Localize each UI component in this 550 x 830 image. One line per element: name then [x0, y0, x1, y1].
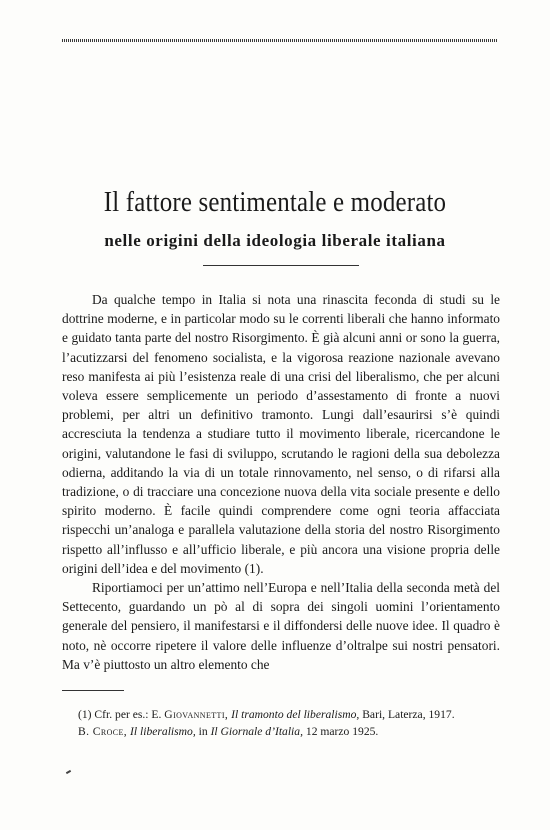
footnote-2-author: B. Croce,	[78, 725, 128, 738]
footnote-1-work: Il tramonto del liberalismo,	[231, 708, 360, 721]
ink-speck	[66, 770, 71, 774]
footnote-1-rest: Bari, Laterza, 1917.	[362, 708, 455, 721]
paragraph-2: Riportiamoci per un’attimo nell’Europa e nell’Italia della seconda metà del Settecento, guardando un pò al di sopra dei singoli uomini l’orientamento generale del pensiero, il manifestarsi e il diffondersi delle nuove idee. Il quadro è noto, nè occorre ripetere il valore delle influenze d’oltralpe sui nostri pensatori. Ma v’è piuttosto un altro elemento che	[62, 580, 500, 672]
footnote-2-work: Il liberalismo,	[130, 725, 196, 738]
footnote-2-mid: in	[198, 725, 208, 738]
page-title: Il fattore sentimentale e moderato	[103, 186, 447, 218]
footnotes	[62, 706, 500, 740]
paragraph-1: Da qualche tempo in Italia si nota una rinascita feconda di studi su le dottrine moderne, e in particolar modo su le correnti liberali che hanno informato e guidato tanta parte del nostro Risorgimento. È già alcuni anni or sono la guerra, l’acutizzarsi del fenomeno socialista, e la vigorosa reazione nazionale avevano reso manifesta ai più l’esistenza reale di una crisi del liberalismo, che per alcuni voleva essere semplicemente un periodo d’assestamento di fronte a nuovi problemi, per altri un definitivo tramonto. Lungi dall’esaurirsi s’è quindi accresciuta la tendenza a studiare tutto il movimento liberale, ricercandone le origini, valutandone le fasi di sviluppo, scrutando le ragioni della sua debolezza odierna, additando la via di un totale rinnovamento, nel senso, o di rifarsi alla tradizione, o di tracciare una concezione nuova della vita sociale presente e dello spirito moderno. È facile quindi comprendere come ogni teoria affacciata rispecchi un’analoga e parallela valutazione della storia del nostro Risorgimento rispetto all’influsso e all’ufficio liberale, e più ancora una visione propria delle origini dell’idea e del movimento (1).	[62, 292, 500, 576]
footnote-2	[62, 723, 500, 740]
footnote-1	[62, 706, 500, 723]
title-divider	[203, 265, 359, 266]
footnote-1-marker: (1) Cfr. per es.: E.	[78, 708, 162, 721]
footnote-2-date: 12 marzo 1925.	[305, 725, 379, 738]
page-subtitle: nelle origini della ideologia liberale italiana	[104, 231, 446, 250]
top-dotted-rule	[62, 39, 498, 42]
footnote-1-author: Giovannetti,	[164, 708, 229, 721]
footnote-2-journal: Il Giornale d’Italia,	[210, 725, 303, 738]
body-text	[62, 290, 500, 674]
footnote-divider	[62, 690, 124, 691]
